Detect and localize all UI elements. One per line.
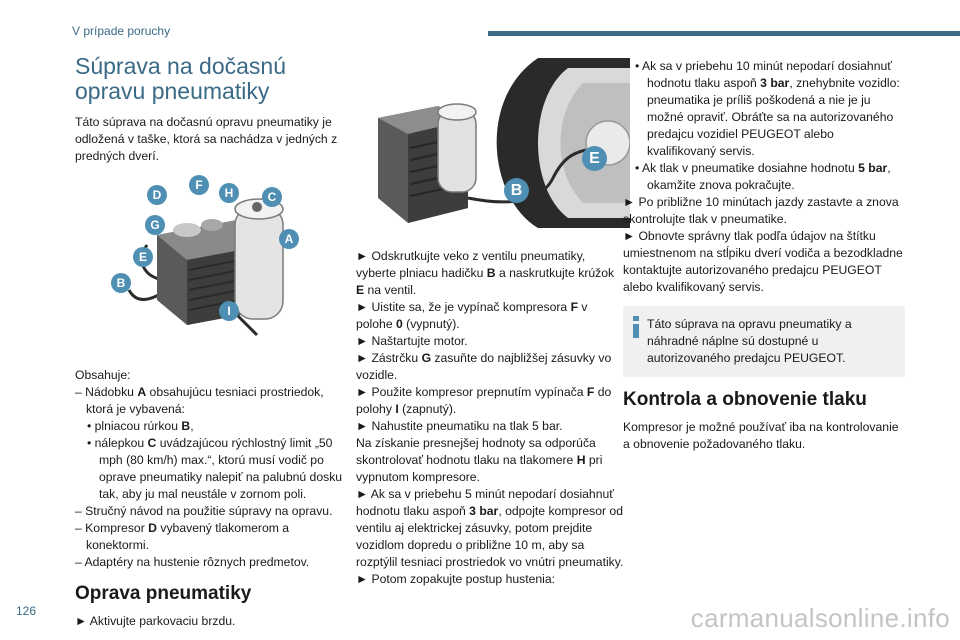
callout-d: D	[147, 185, 167, 205]
step-text: ► Obnovte správny tlak podľa údajov na štítku umiestnenom na stĺpiku dverí vodiča a bezodkladne kontaktujte autorizovaného predajcu PEUGEOT alebo kvalifikovaný servis.	[623, 229, 903, 294]
compressor-kit-illustration	[107, 175, 307, 357]
list-item: • Ak sa v priebehu 10 minút nepodarí dosiahnuť hodnotu tlaku aspoň 3 bar, znehybnite vozidlo: pneumatika je príliš poškodená a nie je ju možné opraviť. Obráťte sa na autorizovaného predajcu vozidiel PEUGEOT alebo kvalifikovaný servis.	[635, 59, 900, 158]
callout-i: I	[219, 301, 239, 321]
step-text: ► Použite kompresor prepnutím vypínača F do polohy I (zapnutý).	[356, 385, 612, 416]
callout-f: F	[189, 175, 209, 195]
running-header: V prípade poruchy	[72, 24, 171, 38]
tyre-drawing	[368, 58, 630, 228]
subsection-title: Kontrola a obnovenie tlaku	[623, 389, 867, 410]
step-text: ► Uistite sa, že je vypínač kompresora F v polohe 0 (vypnutý).	[356, 300, 588, 331]
list-item: • Ak tlak v pneumatike dosiahne hodnotu 5 bar, okamžite znova pokračujte.	[635, 161, 891, 192]
list-item: – Stručný návod na použitie súpravy na opravu.	[75, 504, 333, 518]
list-item: • plniacou rúrkou B,	[87, 419, 194, 433]
info-text: Táto súprava na opravu pneumatiky a náhradné náplne sú dostupné u autorizovaného predajcu PEUGEOT.	[647, 317, 852, 365]
callout-g: G	[145, 215, 165, 235]
column-3	[623, 58, 905, 453]
column-2	[356, 58, 624, 588]
step-text: ► Po približne 10 minútach jazdy zastavte a znova skontrolujte tlak v pneumatike.	[623, 195, 899, 226]
list-item: • nálepkou C uvádzajúcou rýchlostný limit „50 mph (80 km/h) max.“, ktorú musí vodič po oprave pneumatiky nalepiť na palubnú dosku tak, aby ju mal neustále v zornom poli.	[87, 436, 343, 501]
body-text: Kompresor je možné používať iba na kontrolovanie a obnovenie požadovaného tlaku.	[623, 420, 899, 451]
step-text: ► Ak sa v priebehu 5 minút nepodarí dosiahnuť hodnotu tlaku aspoň 3 bar, odpojte kompresor od ventilu aj elektrickej zásuvky, potom prejdite vozidlom dopredu o približne 10 m, aby sa rozptýlil tesniaci prostriedok vo vnútri pneumatiky.	[356, 487, 624, 569]
step-text: ► Zástrčku G zasuňte do najbližšej zásuvky vo vozidle.	[356, 351, 612, 382]
contains-label: Obsahuje:	[75, 368, 131, 382]
callout-a: A	[279, 229, 299, 249]
subsection-title: Oprava pneumatiky	[75, 583, 252, 604]
info-box	[623, 306, 905, 377]
section-title: Súprava na dočasnú opravu pneumatiky	[75, 53, 286, 104]
callout-c: C	[262, 187, 282, 207]
list-item: – Kompresor D vybavený tlakomerom a konektormi.	[75, 521, 290, 552]
info-icon	[631, 316, 641, 338]
step-text: ► Aktivujte parkovaciu brzdu.	[75, 614, 236, 628]
list-item: – Nádobku A obsahujúcu tesniaci prostriedok, ktorá je vybavená:	[75, 385, 324, 416]
watermark: carmanualsonline.info	[690, 603, 950, 633]
step-text: ► Odskrutkujte veko z ventilu pneumatiky, vyberte plniacu hadičku B a naskrutkujte krúžok E na ventil.	[356, 249, 615, 297]
list-item: – Adaptéry na hustenie rôznych predmetov.	[75, 555, 310, 569]
step-text: ► Nahustite pneumatiku na tlak 5 bar.	[356, 419, 563, 433]
callout-h: H	[219, 183, 239, 203]
callout-b: B	[111, 273, 131, 293]
callout-b: B	[504, 178, 529, 203]
step-text: ► Potom zopakujte postup hustenia:	[356, 572, 556, 586]
callout-e: E	[133, 247, 153, 267]
header-bar	[488, 31, 960, 36]
tyre-inflation-illustration	[368, 58, 630, 228]
step-text: Na získanie presnejšej hodnoty sa odporúča skontrolovať hodnotu tlaku na tlakomere H pri vypnutom kompresore.	[356, 436, 603, 484]
intro-text: Táto súprava na dočasnú opravu pneumatiky je odložená v taške, ktorá sa nachádza v jedných z predných dverí.	[75, 115, 338, 163]
page-number: 126	[16, 604, 37, 618]
callout-e: E	[582, 146, 607, 171]
step-text: ► Naštartujte motor.	[356, 334, 468, 348]
column-1	[75, 54, 343, 630]
